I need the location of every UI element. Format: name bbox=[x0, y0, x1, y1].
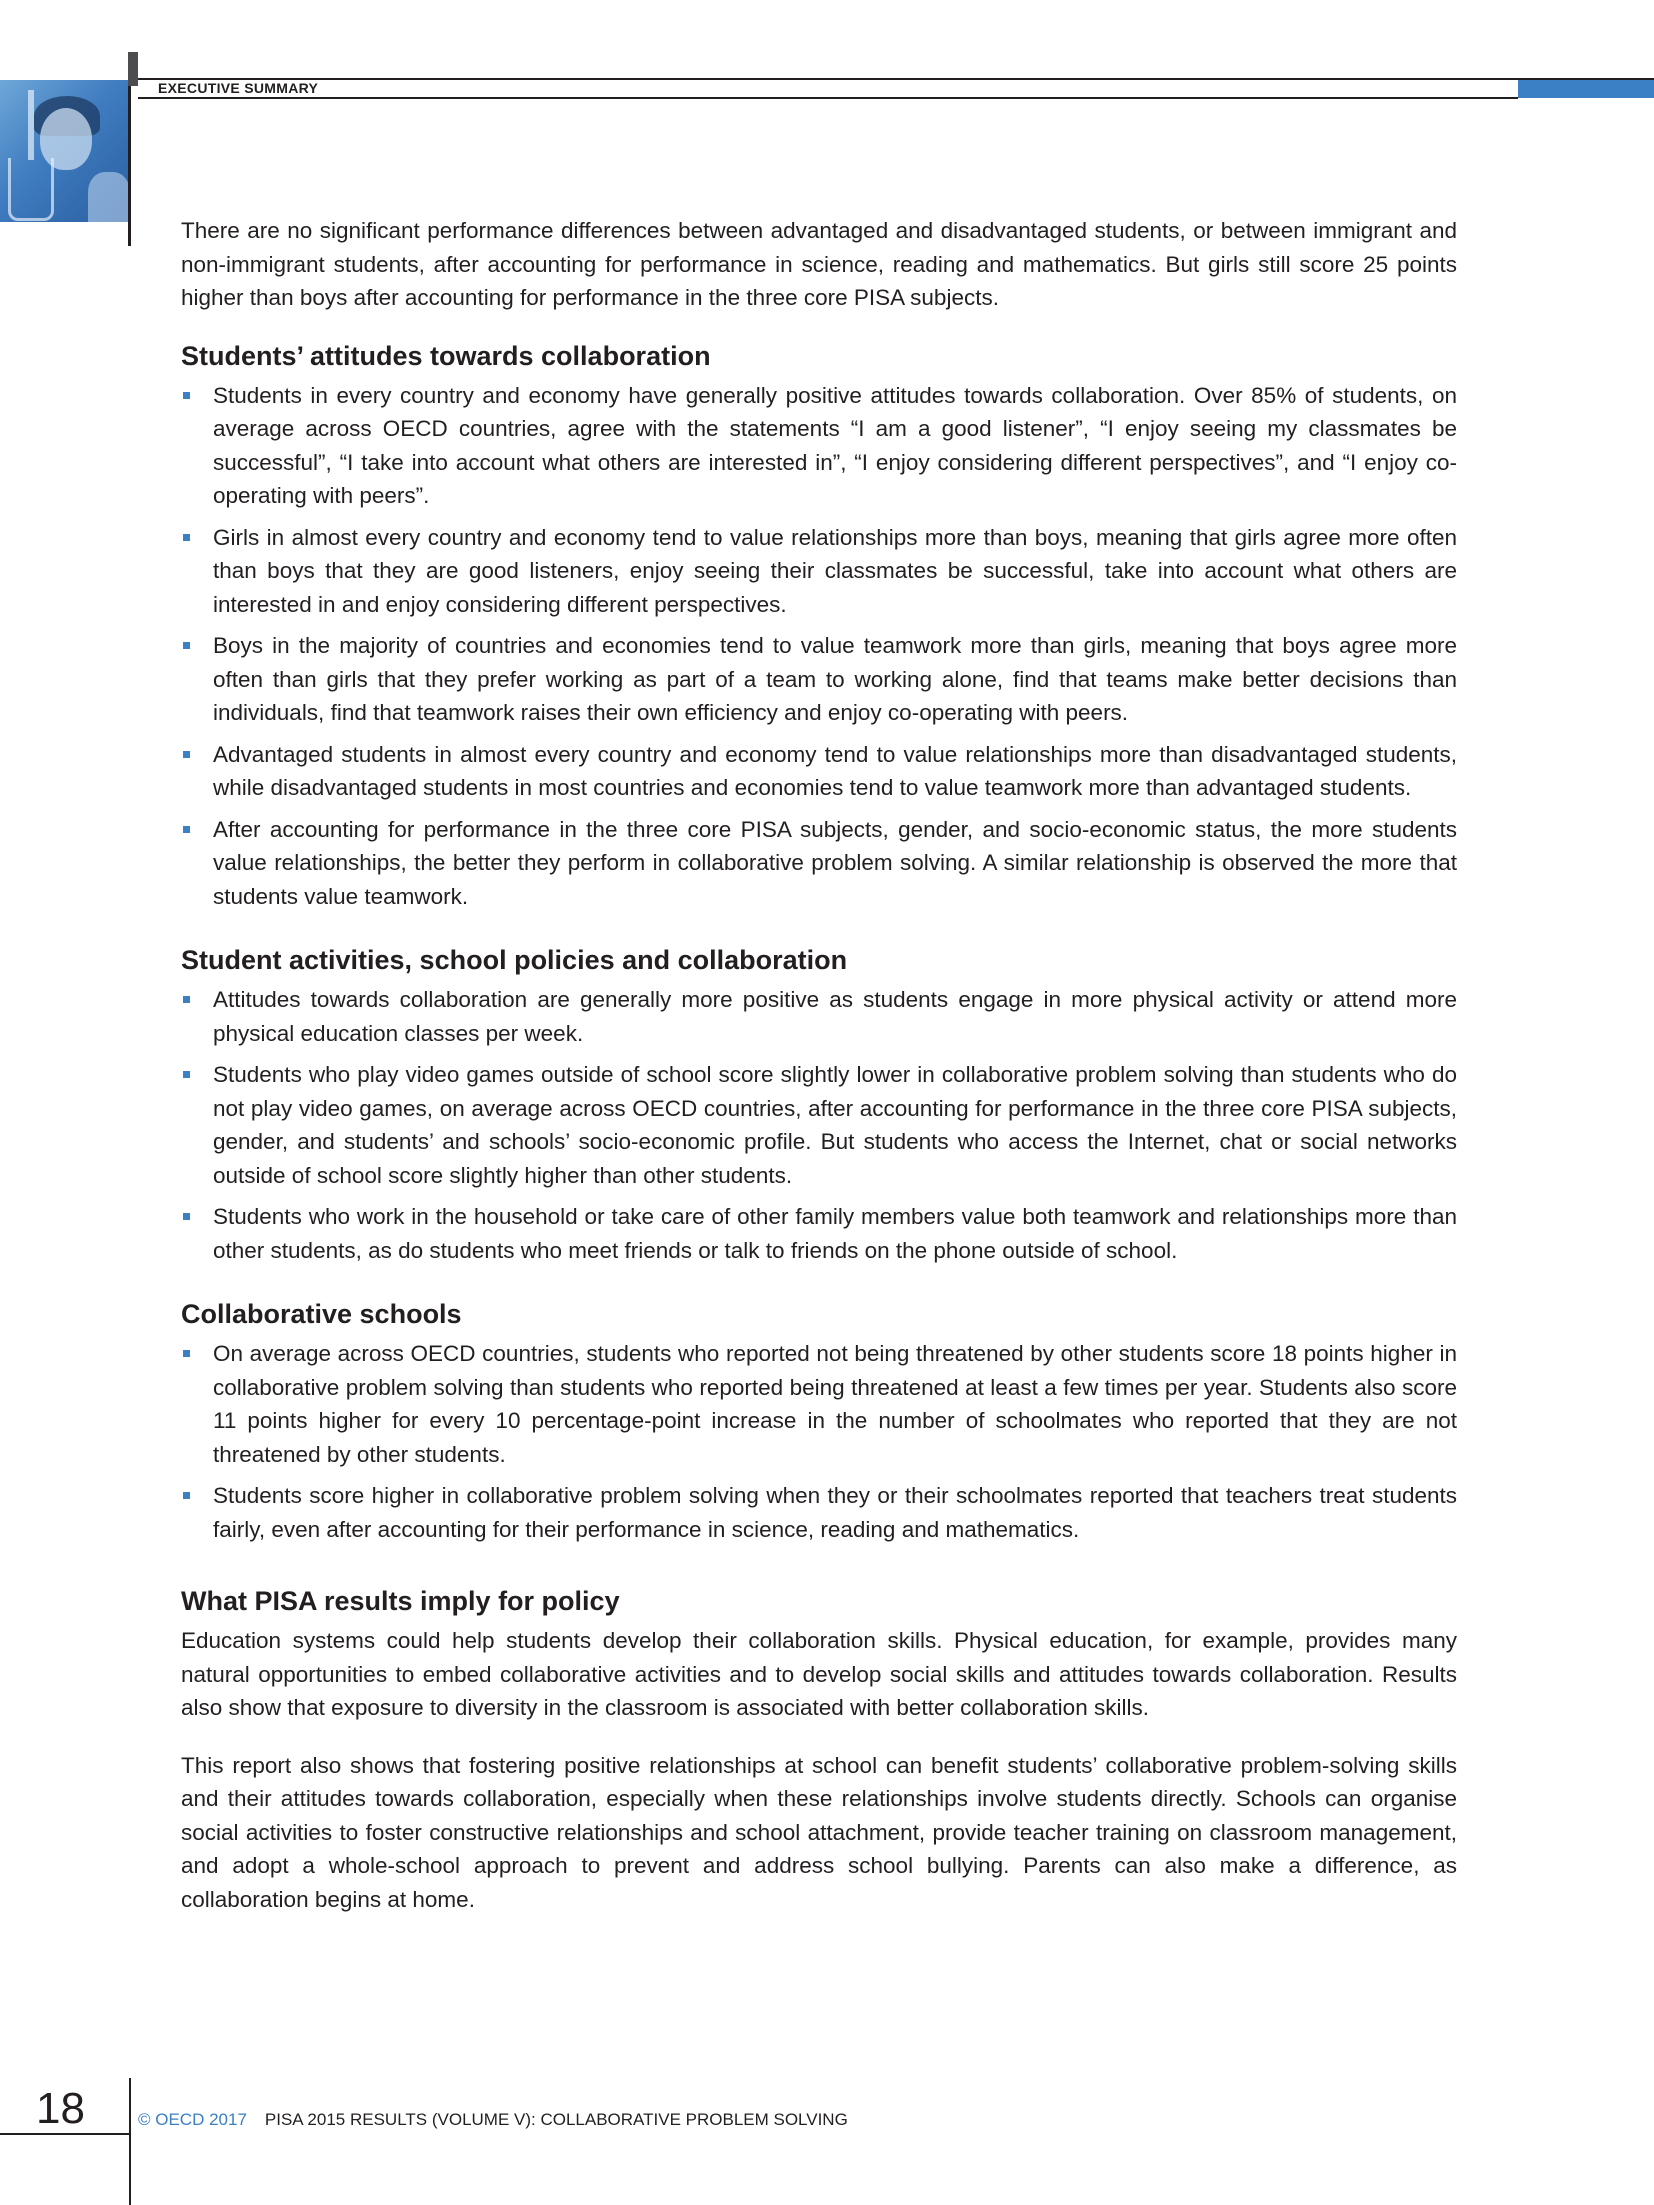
publication-title: PISA 2015 RESULTS (VOLUME V): COLLABORATIVE PROBLEM SOLVING bbox=[264, 2110, 848, 2129]
policy-paragraph: This report also shows that fostering positive relationships at school can benefit students’ collaborative problem-solving skills and their attitudes towards collaboration, especially when these relationships involve students directly. Schools can organise social activities to foster constructive relationships and school attachment, provide teacher training on classroom management, and adopt a whole-school approach to prevent and address school bullying. Parents can also make a difference, as collaboration begins at home. bbox=[181, 1752, 1457, 1912]
list-item: Girls in almost every country and economy tend to value relationships more than boys, meaning that girls agree more often than boys that they are good listeners, enjoy seeing their classmates be successful, take into account what others are interested in and enjoy considering different perspectives. bbox=[181, 521, 1457, 622]
list-item: On average across OECD countries, students who reported not being threatened by other students score 18 points higher in collaborative problem solving than students who reported being threatened at least a few times per year. Students also score 11 points higher for every 10 percentage-point increase in the number of schoolmates who reported that they are not threatened by other students. bbox=[181, 1337, 1457, 1471]
square-bullet-icon bbox=[183, 996, 190, 1003]
footer-vertical-rule bbox=[129, 2078, 131, 2205]
square-bullet-icon bbox=[183, 534, 190, 541]
policy-paragraph: Education systems could help students develop their collaboration skills. Physical education, for example, provides many natural opportunities to embed collaborative activities and to develop social skills and attitudes towards collaboration. Results also show that exposure to diversity in the classroom is associated with better collaboration skills. bbox=[181, 1628, 1457, 1720]
header-bottom-rule bbox=[138, 97, 1518, 99]
section-heading-attitudes: Students’ attitudes towards collaboration bbox=[181, 340, 711, 371]
footer-text bbox=[138, 2110, 848, 2130]
header-black-bar bbox=[128, 52, 138, 86]
section-heading-schools: Collaborative schools bbox=[181, 1299, 462, 1329]
list-item: Students who play video games outside of school score slightly lower in collaborative problem solving than students who do not play video games, on average across OECD countries, after accounting for performance in the three core PISA subjects, gender, and students’ and schools’ socio-economic profile. But students who access the Internet, chat or social networks outside of school score slightly higher than other students. bbox=[181, 1058, 1457, 1192]
section-heading-policy: What PISA results imply for policy bbox=[181, 1586, 620, 1616]
square-bullet-icon bbox=[183, 1350, 190, 1357]
copyright: © OECD 2017 bbox=[138, 2110, 247, 2129]
bullet-list-schools bbox=[181, 1337, 1457, 1546]
square-bullet-icon bbox=[183, 751, 190, 758]
footer-horizontal-rule bbox=[0, 2133, 131, 2135]
list-item: Students score higher in collaborative problem solving when they or their schoolmates reported that teachers treat students fairly, even after accounting for their performance in science, reading and mathematics. bbox=[181, 1479, 1457, 1546]
section-label: EXECUTIVE SUMMARY bbox=[158, 80, 319, 96]
section-heading-activities: Student activities, school policies and collaboration bbox=[181, 945, 848, 975]
header-accent-bar bbox=[1518, 80, 1654, 98]
square-bullet-icon bbox=[183, 1213, 190, 1220]
header-top-rule bbox=[138, 78, 1654, 80]
list-item: Attitudes towards collaboration are generally more positive as students engage in more physical activity or attend more physical education classes per week. bbox=[181, 983, 1457, 1050]
list-item: Advantaged students in almost every country and economy tend to value relationships more than disadvantaged students, while disadvantaged students in most countries and economies tend to value teamwork more than advantaged students. bbox=[181, 738, 1457, 805]
page-content bbox=[181, 214, 1457, 1940]
square-bullet-icon bbox=[183, 1492, 190, 1499]
square-bullet-icon bbox=[183, 392, 190, 399]
list-item: Students in every country and economy have generally positive attitudes towards collaboration. Over 85% of students, on average across OECD countries, agree with the statements “I am a good listener”, “I enjoy seeing my classmates be successful”, “I take into account what others are interested in”, “I enjoy considering different perspectives”, and “I enjoy co-operating with peers”. bbox=[181, 379, 1457, 513]
list-item: Students who work in the household or take care of other family members value both teamwork and relationships more than other students, as do students who meet friends or talk to friends on the phone outside of school. bbox=[181, 1200, 1457, 1267]
header-photo-scientist-icon bbox=[0, 80, 130, 222]
bullet-list-attitudes bbox=[181, 379, 1457, 914]
square-bullet-icon bbox=[183, 1071, 190, 1078]
page-number: 18 bbox=[36, 2084, 85, 2133]
header-vertical-rule bbox=[128, 86, 131, 246]
square-bullet-icon bbox=[183, 826, 190, 833]
list-item: After accounting for performance in the three core PISA subjects, gender, and socio-economic status, the more students value relationships, the better they perform in collaborative problem solving. A similar relationship is observed the more that students value teamwork. bbox=[181, 813, 1457, 914]
bullet-list-activities bbox=[181, 983, 1457, 1267]
list-item: Boys in the majority of countries and economies tend to value teamwork more than girls, meaning that boys agree more often than girls that they prefer working as part of a team to working alone, find that teams make better decisions than individuals, find that teamwork raises their own efficiency and enjoy co-operating with peers. bbox=[181, 629, 1457, 730]
square-bullet-icon bbox=[183, 642, 190, 649]
intro-paragraph: There are no significant performance differences between advantaged and disadvantaged students, or between immigrant and non-immigrant students, after accounting for performance in science, reading and mathematics. But girls still score 25 points higher than boys after accounting for performance in the three core PISA subjects. bbox=[181, 218, 1457, 310]
